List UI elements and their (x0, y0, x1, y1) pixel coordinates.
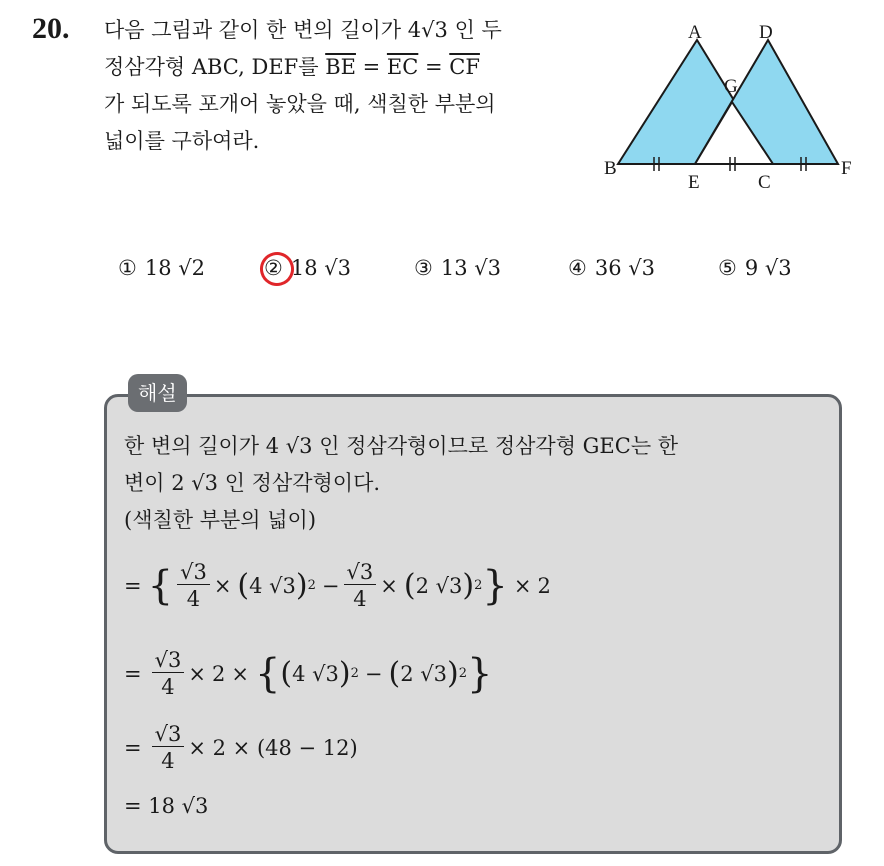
choice-value: 18 √3 (290, 256, 351, 280)
q-text-part: 정삼각형 ABC, DEF를 (104, 55, 326, 79)
selected-answer-circle (256, 248, 298, 290)
label-g: G (724, 76, 738, 97)
equation-2 (124, 648, 492, 699)
paren: ( (237, 567, 250, 603)
denominator: 4 (161, 749, 175, 773)
fraction (344, 560, 377, 611)
paren: ) (338, 655, 351, 691)
paren: ( (388, 655, 401, 691)
numerator: √3 (344, 560, 377, 585)
times-sign: × (213, 573, 232, 598)
term: 2 √3 (415, 573, 463, 598)
eq-sign: = (124, 661, 142, 686)
choice-marker: ② (264, 256, 283, 280)
choice-4[interactable] (568, 256, 655, 280)
solution-line-3: (색칠한 부분의 넓이) (124, 508, 317, 532)
choice-marker: ⑤ (718, 256, 737, 280)
question-number: 20. (32, 12, 70, 45)
solution-text (124, 428, 834, 539)
paren: ) (462, 567, 475, 603)
segment-cf: $\overline{CF}$ (449, 55, 480, 79)
paren: ) (447, 655, 459, 691)
solution-line-2: 변이 2 √3 인 정삼각형이다. (124, 471, 381, 495)
paren: ) (295, 567, 308, 603)
q-text-part: 인 두 (447, 18, 502, 42)
triangle-figure (600, 18, 860, 198)
times-sign: × (513, 573, 532, 598)
numerator: √3 (177, 560, 210, 585)
equals-sign: = (418, 55, 450, 79)
times-sign: × (380, 573, 398, 598)
equation-4 (124, 794, 208, 818)
term: 4 √3 (249, 573, 296, 598)
denominator: 4 (186, 587, 201, 611)
factor: 2 (211, 661, 226, 686)
q-text-part: 다음 그림과 같이 한 변의 길이가 4 (104, 18, 422, 42)
choice-value: 18 √2 (144, 256, 205, 280)
solution-tag: 해설 (128, 374, 187, 412)
left-brace: { (254, 650, 281, 697)
fraction (152, 648, 185, 699)
question-text (104, 12, 594, 160)
choice-1[interactable] (118, 256, 205, 280)
segment-be: $\overline{BE}$ (325, 55, 356, 79)
eq3-tail: × 2 × (48 − 12) (188, 735, 358, 760)
right-brace: } (482, 562, 508, 609)
right-brace: } (467, 650, 493, 697)
exponent: 2 (307, 578, 316, 593)
fraction (177, 560, 210, 611)
equation-1 (124, 560, 551, 611)
times-sign: × (188, 661, 206, 686)
term: 2 √3 (400, 661, 448, 686)
choice-marker: ④ (568, 256, 587, 280)
eq-sign: = (124, 735, 142, 760)
left-brace: { (147, 562, 174, 609)
label-f: F (841, 158, 852, 179)
label-d: D (759, 22, 773, 43)
minus-sign: − (364, 661, 383, 686)
equals-sign: = (355, 55, 387, 79)
choice-value: 13 √3 (440, 256, 501, 280)
choice-3[interactable] (414, 256, 501, 280)
eq-sign: = (124, 573, 142, 598)
final-answer: = 18 √3 (124, 794, 209, 818)
numerator: √3 (152, 648, 185, 673)
exponent: 2 (458, 666, 468, 681)
exponent: 2 (474, 578, 483, 593)
choice-5[interactable] (718, 256, 792, 280)
q-sqrt: √3 (421, 18, 448, 42)
paren: ( (403, 567, 416, 603)
factor: 2 (537, 573, 551, 598)
equation-3 (124, 722, 358, 773)
label-b: B (604, 158, 617, 179)
denominator: 4 (161, 675, 175, 699)
segment-ec: $\overline{EC}$ (386, 55, 419, 79)
question-line-4: 넓이를 구하여라. (104, 129, 260, 153)
choice-marker: ① (118, 256, 137, 280)
label-a: A (688, 22, 702, 43)
label-c: C (758, 172, 771, 193)
choice-value: 36 √3 (594, 256, 655, 280)
exponent: 2 (350, 666, 359, 681)
fraction (152, 722, 185, 773)
paren: ( (280, 655, 293, 691)
label-e: E (688, 172, 700, 193)
question-line-3: 가 되도록 포개어 놓았을 때, 색칠한 부분의 (104, 92, 496, 116)
term: 4 √3 (292, 661, 339, 686)
choice-marker: ③ (414, 256, 433, 280)
choice-value: 9 √3 (744, 256, 792, 280)
numerator: √3 (152, 722, 185, 747)
solution-line-1: 한 변의 길이가 4 √3 인 정삼각형이므로 정삼각형 GEC는 한 (124, 434, 679, 458)
minus-sign: − (321, 573, 340, 598)
choice-2[interactable] (264, 256, 351, 280)
denominator: 4 (353, 587, 367, 611)
question-line-2 (104, 49, 594, 86)
times-sign: × (231, 661, 249, 686)
question-line-1 (104, 12, 594, 49)
